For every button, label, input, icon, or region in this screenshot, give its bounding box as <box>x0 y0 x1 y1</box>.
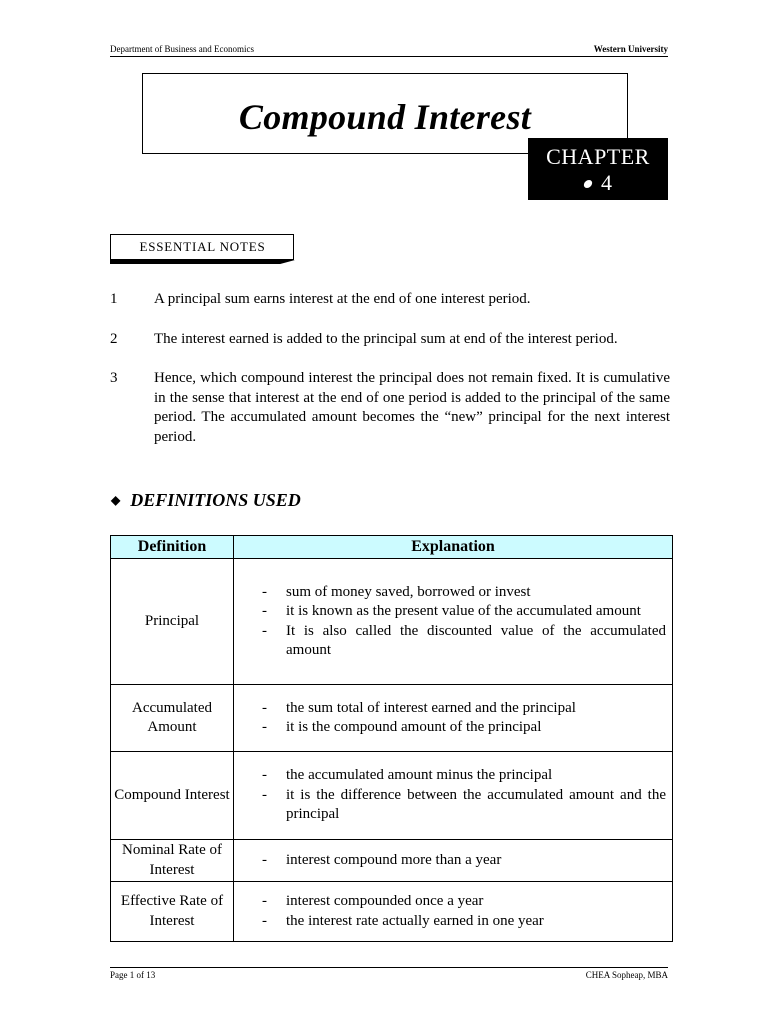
note-number: 2 <box>110 330 118 347</box>
explanation-cell: - interest compound more than a year <box>234 840 673 882</box>
chapter-badge <box>528 138 668 200</box>
table-row <box>111 882 673 942</box>
table-row <box>111 559 673 685</box>
definitions-table <box>110 535 673 942</box>
page-title: Compound Interest <box>238 97 532 137</box>
header-department: Department of Business and Economics <box>110 44 254 54</box>
explanation-cell: - interest compounded once a year - the interest rate actually earned in one year <box>234 882 673 942</box>
note-text: Hence, which compound interest the principal does not remain fixed. It is cumulative in the sense that interest at the end of one period is added to the principal of the same period. The accumulated amount becomes the “new” principal for the next interest period. <box>154 370 670 445</box>
term-cell: Accumulated Amount <box>111 685 234 752</box>
bullet-dot-icon <box>583 180 593 188</box>
chapter-number: 4 <box>601 170 612 195</box>
table-row <box>111 685 673 752</box>
essential-notes-banner <box>110 234 295 262</box>
term-cell: Effective Rate of Interest <box>111 882 234 942</box>
footer-author: CHEA Sopheap, MBA <box>585 970 668 980</box>
essential-notes-heading: ESSENTIAL NOTES <box>139 239 266 254</box>
explanation-cell: - the sum total of interest earned and the principal - it is the compound amount of the principal <box>234 685 673 752</box>
explanation-cell: - sum of money saved, borrowed or invest - it is known as the present value of the accumulated amount - It is also called the discounted value of the accumulated amount <box>234 559 673 685</box>
term-cell: Principal <box>111 559 234 685</box>
table-header-row <box>111 536 673 559</box>
note-number: 3 <box>110 370 118 386</box>
note-item <box>110 290 670 310</box>
note-item <box>110 369 670 447</box>
page-header <box>110 44 668 57</box>
header-university: Western University <box>593 44 668 54</box>
note-item <box>110 330 670 350</box>
note-text: A principal sum earns interest at the end of one interest period. <box>154 291 531 307</box>
explanation-cell: - the accumulated amount minus the principal - it is the difference between the accumulated amount and the principal <box>234 752 673 840</box>
table-row <box>111 840 673 882</box>
term-cell: Nominal Rate of Interest <box>111 840 234 882</box>
diamond-bullet-icon: ◆ <box>111 493 121 507</box>
essential-notes-list <box>110 290 670 467</box>
column-header-definition: Definition <box>111 536 234 559</box>
note-text: The interest earned is added to the principal sum at end of the interest period. <box>154 330 618 347</box>
column-header-explanation: Explanation <box>234 536 673 559</box>
page-number: Page 1 of 13 <box>110 970 156 980</box>
definitions-heading: ◆ DEFINITIONS USED <box>111 490 301 510</box>
table-row <box>111 752 673 840</box>
page-footer <box>110 967 668 980</box>
chapter-label: CHAPTER <box>546 144 650 169</box>
note-number: 1 <box>110 291 118 307</box>
term-cell: Compound Interest <box>111 752 234 840</box>
